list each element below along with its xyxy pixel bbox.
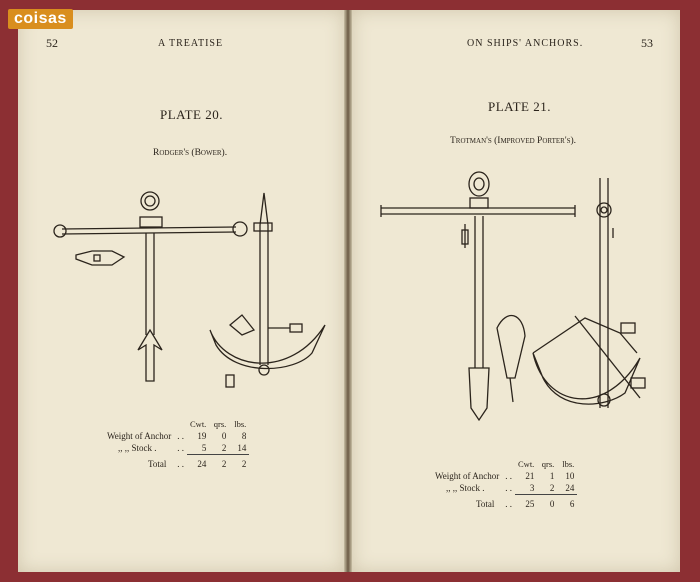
row-label: ,, ,, Stock . <box>118 443 157 454</box>
total-qrs: 2 <box>209 455 229 471</box>
watermark-logo: coisas <box>8 9 73 29</box>
total-row <box>432 495 577 511</box>
left-plate-title: PLATE 20. <box>160 107 223 122</box>
total-cwt: 24 <box>187 455 209 471</box>
left-page-number: 52 <box>46 36 58 50</box>
total-label: Total <box>148 458 167 469</box>
cell-qrs: 2 <box>549 483 555 493</box>
cell-lbs: 14 <box>237 443 247 453</box>
header-lbs: lbs. <box>562 459 575 469</box>
row-dots: . . <box>177 443 185 454</box>
table-row <box>432 470 577 482</box>
cell-qrs: 0 <box>221 431 227 441</box>
total-label: Total <box>476 498 495 509</box>
cell-lbs: 8 <box>241 431 247 441</box>
cell-qrs: 2 <box>221 443 227 453</box>
table-row <box>104 430 249 442</box>
row-label: Weight of Anchor <box>435 471 500 481</box>
row-dots: . . <box>177 431 185 441</box>
right-weights-table <box>432 458 577 510</box>
right-plate-title: PLATE 21. <box>488 99 551 114</box>
header-cwt: Cwt. <box>518 459 535 469</box>
header-cwt: Cwt. <box>190 419 207 429</box>
cell-cwt: 21 <box>525 471 535 481</box>
header-lbs: lbs. <box>234 419 247 429</box>
right-page-number: 53 <box>641 36 653 50</box>
total-dots: . . <box>505 498 513 509</box>
row-dots: . . <box>505 483 513 494</box>
total-qrs: 0 <box>537 495 557 511</box>
row-label: Weight of Anchor <box>107 431 172 441</box>
cell-cwt: 19 <box>197 431 207 441</box>
total-row <box>104 455 249 471</box>
total-dots: . . <box>177 458 185 469</box>
right-running-head: ON SHIPS' ANCHORS. <box>467 38 584 49</box>
left-weights-table <box>104 418 249 470</box>
header-qrs: qrs. <box>213 419 227 429</box>
table-row <box>104 442 249 455</box>
cell-lbs: 10 <box>565 471 575 481</box>
row-label: ,, ,, Stock . <box>446 483 485 494</box>
cell-lbs: 24 <box>565 483 575 493</box>
right-plate-subtitle: Trotman's (Improved Porter's). <box>450 136 576 146</box>
cell-cwt: 3 <box>529 483 535 493</box>
header-qrs: qrs. <box>541 459 555 469</box>
cell-qrs: 1 <box>549 471 555 481</box>
left-plate-subtitle: Rodger's (Bower). <box>153 148 228 158</box>
table-row <box>432 482 577 495</box>
book-gutter <box>344 10 352 572</box>
total-lbs: 2 <box>229 455 249 471</box>
row-dots: . . <box>505 471 513 481</box>
total-lbs: 6 <box>557 495 577 511</box>
trotmans-improved-porters-anchor-illustration <box>375 168 675 428</box>
left-running-head: A TREATISE <box>158 38 224 49</box>
cell-cwt: 5 <box>201 443 207 453</box>
rodgers-bower-anchor-illustration <box>50 185 340 395</box>
total-cwt: 25 <box>515 495 537 511</box>
